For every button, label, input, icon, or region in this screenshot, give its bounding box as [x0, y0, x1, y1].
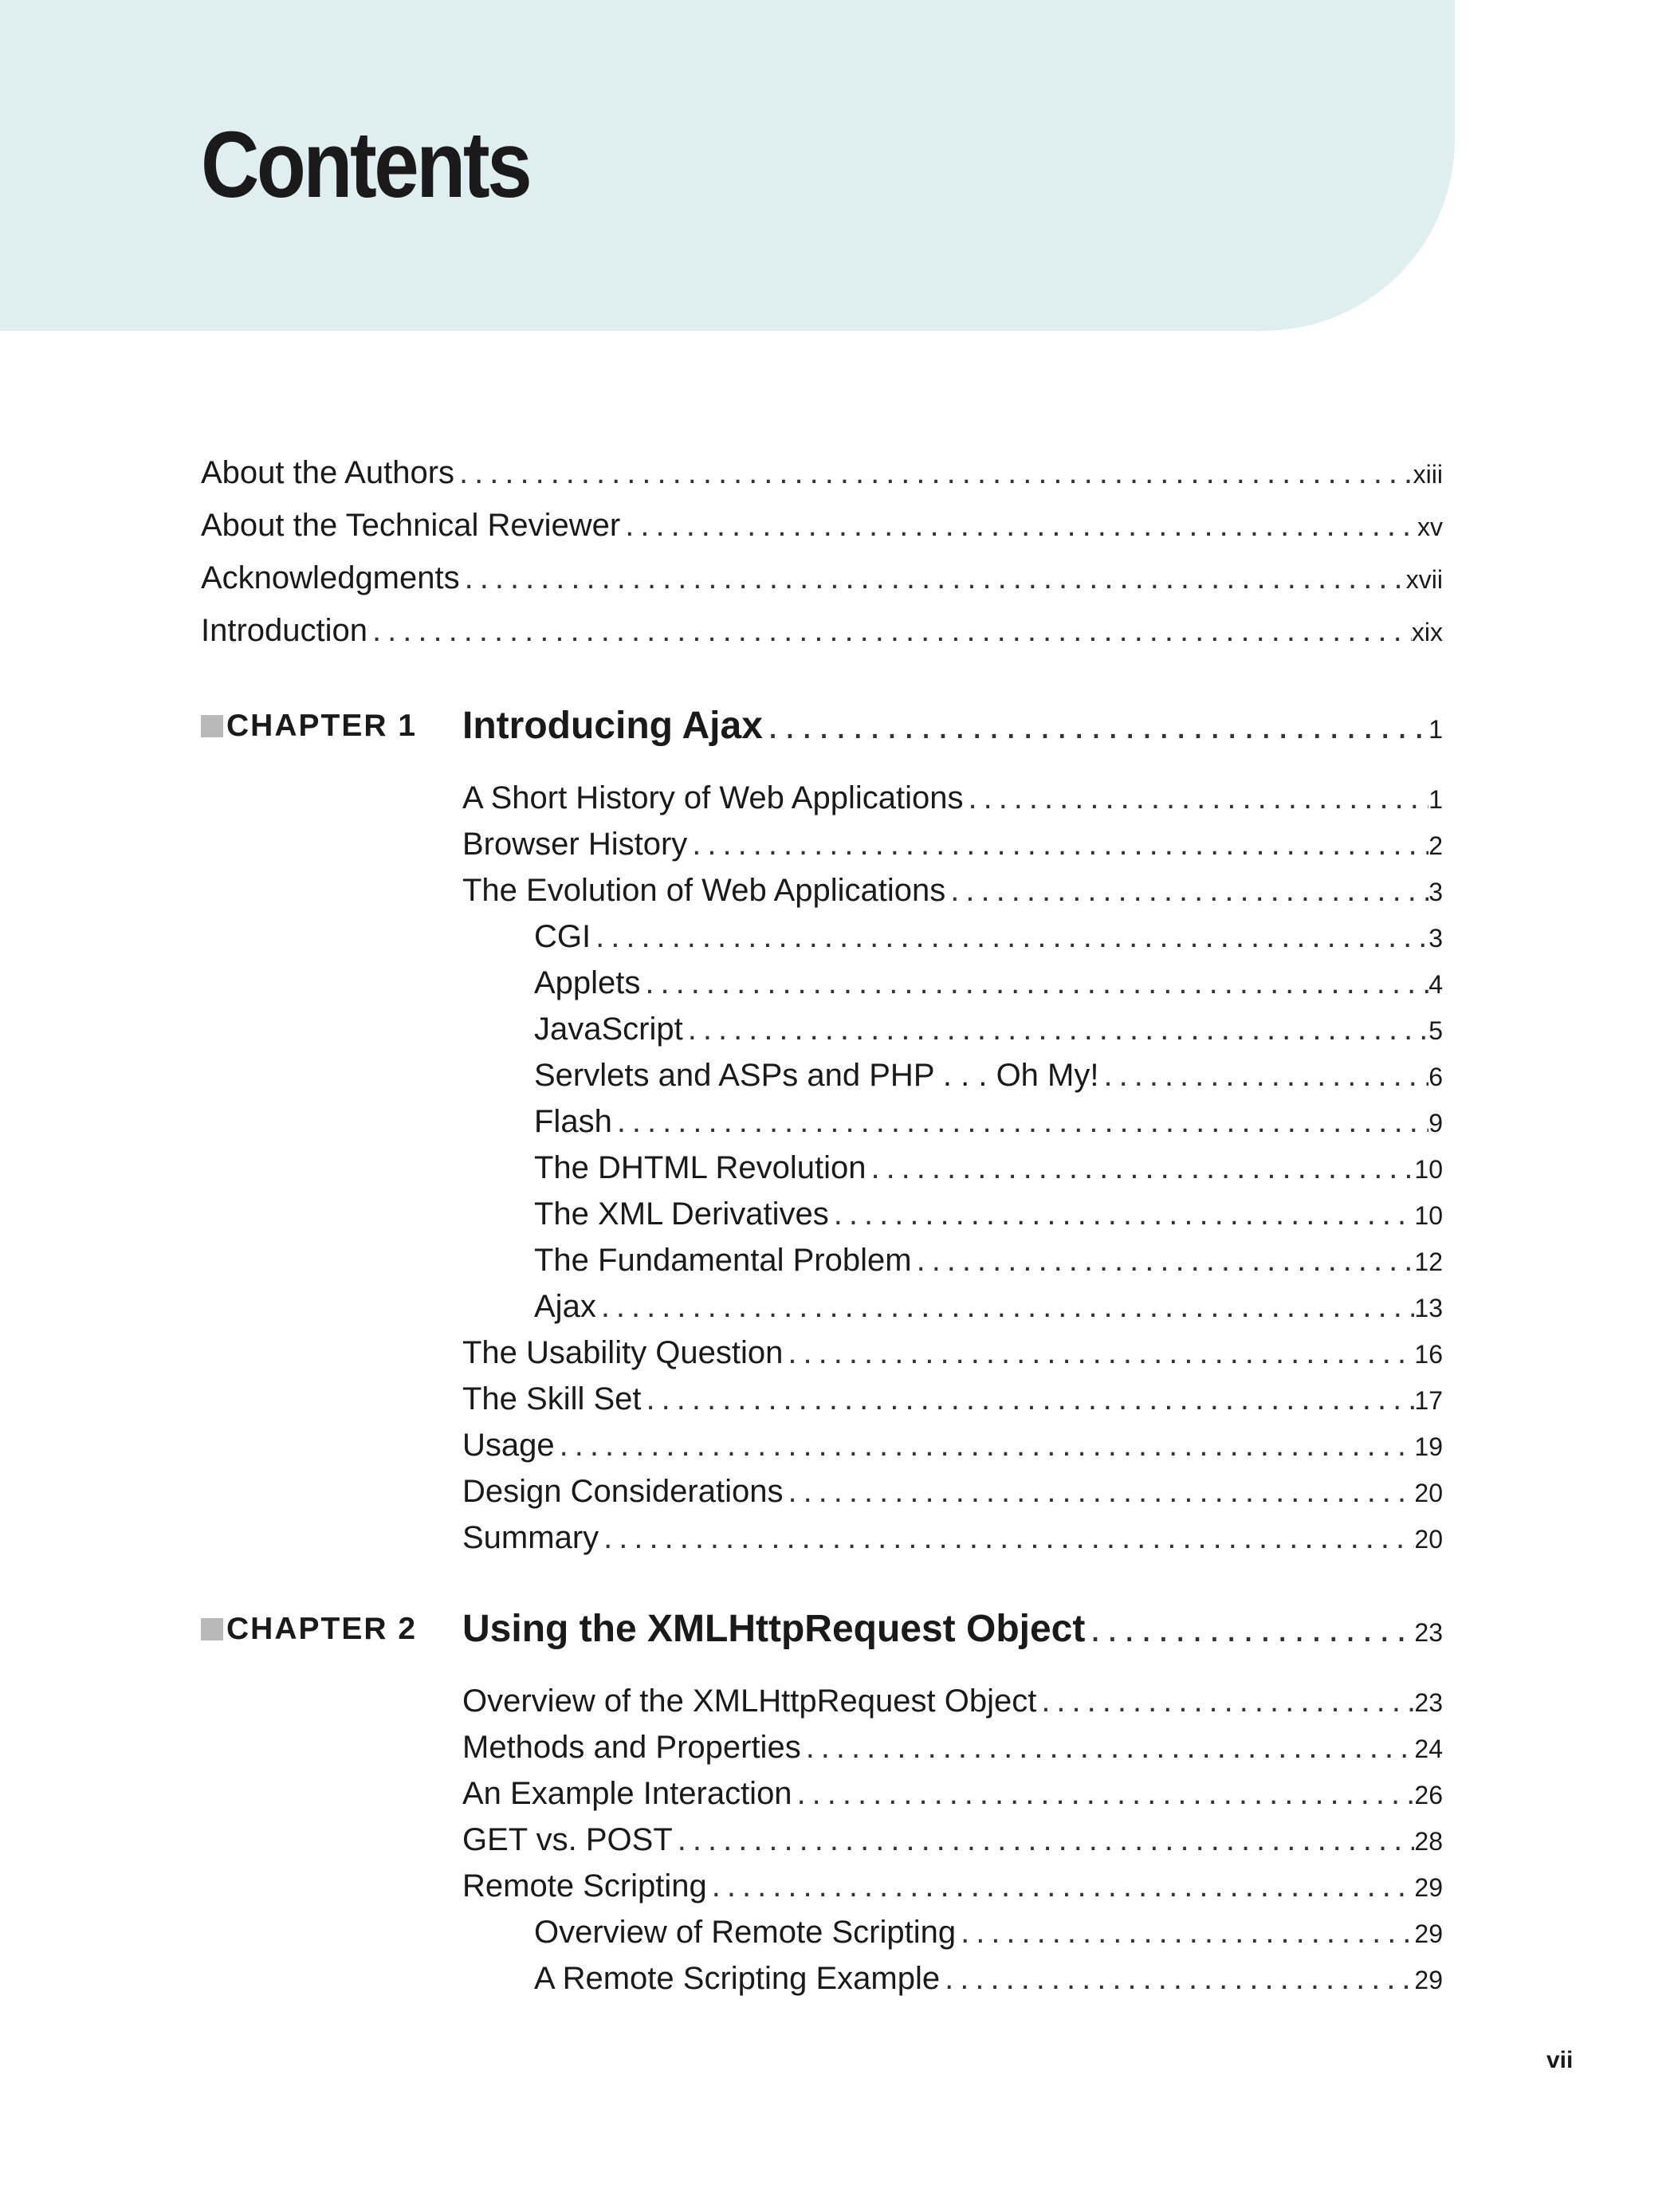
chapter-title: Introducing Ajax	[462, 705, 763, 747]
toc-entry-label: Ajax	[534, 1289, 596, 1324]
dot-leader	[460, 556, 1406, 600]
toc-page-number: 28	[1414, 1827, 1443, 1856]
toc-entry[interactable]	[462, 1515, 1443, 1560]
chapter-marker	[201, 715, 223, 737]
toc-page-number: 24	[1414, 1735, 1443, 1763]
toc-page-number: 9	[1428, 1109, 1443, 1137]
toc-entry-label: Overview of the XMLHttpRequest Object	[462, 1684, 1037, 1719]
toc-entry-label: Servlets and ASPs and PHP . . . Oh My!	[534, 1058, 1099, 1093]
dot-leader	[673, 1817, 1415, 1862]
toc-entry[interactable]	[462, 868, 1443, 913]
toc-subentry[interactable]	[534, 1238, 1443, 1283]
toc-page-number: 20	[1414, 1525, 1443, 1554]
chapter-2-label	[201, 1607, 417, 1652]
toc-entry-label: Introduction	[201, 613, 368, 648]
toc-entry[interactable]	[462, 1771, 1443, 1816]
toc-entry[interactable]	[462, 1423, 1443, 1467]
dot-leader	[1036, 1679, 1414, 1723]
toc-page-number: 26	[1414, 1781, 1443, 1809]
toc-entry-introduction[interactable]	[201, 608, 1443, 653]
toc-entry[interactable]	[462, 1377, 1443, 1421]
dot-leader	[801, 1725, 1415, 1770]
toc-page-number: 17	[1414, 1386, 1443, 1415]
toc-entry-label: Usage	[462, 1428, 555, 1463]
toc-entry[interactable]	[462, 1864, 1443, 1908]
dot-leader	[642, 1377, 1415, 1421]
toc-subentry[interactable]	[534, 1145, 1443, 1190]
chapter-2-title-entry[interactable]	[462, 1607, 1443, 1652]
dot-leader	[792, 1771, 1415, 1816]
toc-entry-label: A Short History of Web Applications	[462, 780, 964, 815]
toc-page-number: 13	[1414, 1294, 1443, 1322]
toc-subentry[interactable]	[534, 914, 1443, 959]
dot-leader	[707, 1864, 1415, 1908]
toc-page-number: xvii	[1405, 565, 1443, 594]
toc-entry-about-authors[interactable]	[201, 450, 1443, 495]
toc-page-number: 19	[1414, 1432, 1443, 1461]
toc-entry-label: Remote Scripting	[462, 1868, 707, 1904]
toc-entry[interactable]	[462, 1817, 1443, 1862]
toc-entry[interactable]	[462, 1469, 1443, 1514]
dot-leader	[829, 1192, 1415, 1236]
toc-page-number: xv	[1417, 513, 1443, 541]
toc-entry-label: The Skill Set	[462, 1381, 642, 1416]
dot-leader	[1085, 1607, 1414, 1652]
dot-leader	[683, 1007, 1428, 1051]
toc-page-number: 20	[1414, 1479, 1443, 1507]
toc-entry-label: GET vs. POST	[462, 1822, 673, 1857]
dot-leader	[612, 1099, 1428, 1144]
toc-entry-label: Flash	[534, 1104, 612, 1139]
toc-entry-label: Design Considerations	[462, 1474, 784, 1509]
dot-leader	[783, 1330, 1414, 1375]
dot-leader	[783, 1469, 1414, 1514]
dot-leader	[620, 503, 1417, 548]
toc-entry-label: The XML Derivatives	[534, 1196, 829, 1232]
chapter-number: CHAPTER 1	[226, 709, 418, 743]
dot-leader	[640, 961, 1428, 1005]
dot-leader	[1098, 1053, 1428, 1098]
toc-subentry[interactable]	[534, 1192, 1443, 1236]
toc-page-number: 3	[1428, 878, 1443, 906]
chapter-1-label	[201, 704, 417, 748]
toc-subentry[interactable]	[534, 1007, 1443, 1051]
toc-page-number: 29	[1414, 1873, 1443, 1902]
toc-entry-label: About the Technical Reviewer	[201, 508, 621, 543]
toc-entry-label: Applets	[534, 965, 641, 1000]
toc-page-number: xix	[1411, 618, 1443, 646]
toc-entry-label: The Fundamental Problem	[534, 1243, 912, 1278]
toc-entry-label: The Usability Question	[462, 1335, 784, 1370]
toc-page-number: 12	[1414, 1247, 1443, 1276]
toc-entry[interactable]	[462, 776, 1443, 820]
toc-page-number: 10	[1414, 1201, 1443, 1230]
toc-entry-label: Methods and Properties	[462, 1730, 801, 1765]
toc-page-number: 23	[1414, 1618, 1443, 1647]
toc-entry-label: The Evolution of Web Applications	[462, 873, 946, 908]
page-title: Contents	[201, 112, 530, 218]
page-number: vii	[1546, 2047, 1574, 2073]
toc-entry-label: CGI	[534, 919, 591, 954]
dot-leader	[687, 822, 1428, 866]
toc-entry-label: Acknowledgments	[201, 560, 460, 595]
dot-leader	[866, 1145, 1414, 1190]
dot-leader	[599, 1515, 1414, 1560]
toc-subentry[interactable]	[534, 1053, 1443, 1098]
dot-leader	[555, 1423, 1415, 1467]
toc-page-number: 2	[1428, 831, 1443, 860]
dot-leader	[591, 914, 1428, 959]
chapter-marker	[201, 1618, 223, 1640]
toc-entry-label: Overview of Remote Scripting	[534, 1915, 957, 1950]
dot-leader	[956, 1910, 1414, 1955]
toc-page-number: 10	[1414, 1155, 1443, 1184]
toc-page-number: 5	[1428, 1016, 1443, 1045]
dot-leader	[763, 704, 1428, 748]
toc-entry[interactable]	[462, 822, 1443, 866]
dot-leader	[945, 868, 1428, 913]
dot-leader	[596, 1284, 1415, 1329]
toc-entry-label: About the Authors	[201, 455, 455, 490]
toc-page-number: 29	[1414, 1919, 1443, 1948]
toc-entry-label: Summary	[462, 1520, 599, 1555]
dot-leader	[367, 608, 1412, 653]
dot-leader	[940, 1956, 1414, 2001]
dot-leader	[963, 776, 1428, 820]
toc-page-number: 1	[1428, 785, 1443, 814]
toc-entry-label: An Example Interaction	[462, 1776, 792, 1811]
toc-subentry[interactable]	[534, 1099, 1443, 1144]
toc-page-number: 23	[1414, 1688, 1443, 1717]
chapter-title: Using the XMLHttpRequest Object	[462, 1608, 1086, 1650]
toc-entry-label: Browser History	[462, 827, 688, 862]
toc-entry-label: The DHTML Revolution	[534, 1150, 866, 1185]
chapter-number: CHAPTER 2	[226, 1612, 418, 1646]
toc-page-number: xiii	[1413, 460, 1443, 489]
toc-entry-about-reviewer[interactable]	[201, 503, 1443, 548]
toc-subentry[interactable]	[534, 1956, 1443, 2001]
toc-subentry[interactable]	[534, 961, 1443, 1005]
dot-leader	[454, 450, 1413, 495]
toc-entry[interactable]	[462, 1725, 1443, 1770]
toc-entry-acknowledgments[interactable]	[201, 556, 1443, 600]
toc-subentry[interactable]	[534, 1910, 1443, 1955]
toc-page-number: 6	[1428, 1063, 1443, 1091]
toc-subentry[interactable]	[534, 1284, 1443, 1329]
toc-entry[interactable]	[462, 1679, 1443, 1723]
toc-page-number: 1	[1428, 715, 1443, 744]
chapter-1-title-entry[interactable]	[462, 704, 1443, 748]
toc-page-number: 4	[1428, 970, 1443, 999]
toc-entry[interactable]	[462, 1330, 1443, 1375]
toc-entry-label: JavaScript	[534, 1012, 683, 1047]
toc-entry-label: A Remote Scripting Example	[534, 1961, 941, 1996]
toc-page-number: 3	[1428, 924, 1443, 953]
toc-page-number: 16	[1414, 1340, 1443, 1369]
toc-page-number: 29	[1414, 1966, 1443, 1994]
dot-leader	[912, 1238, 1415, 1283]
